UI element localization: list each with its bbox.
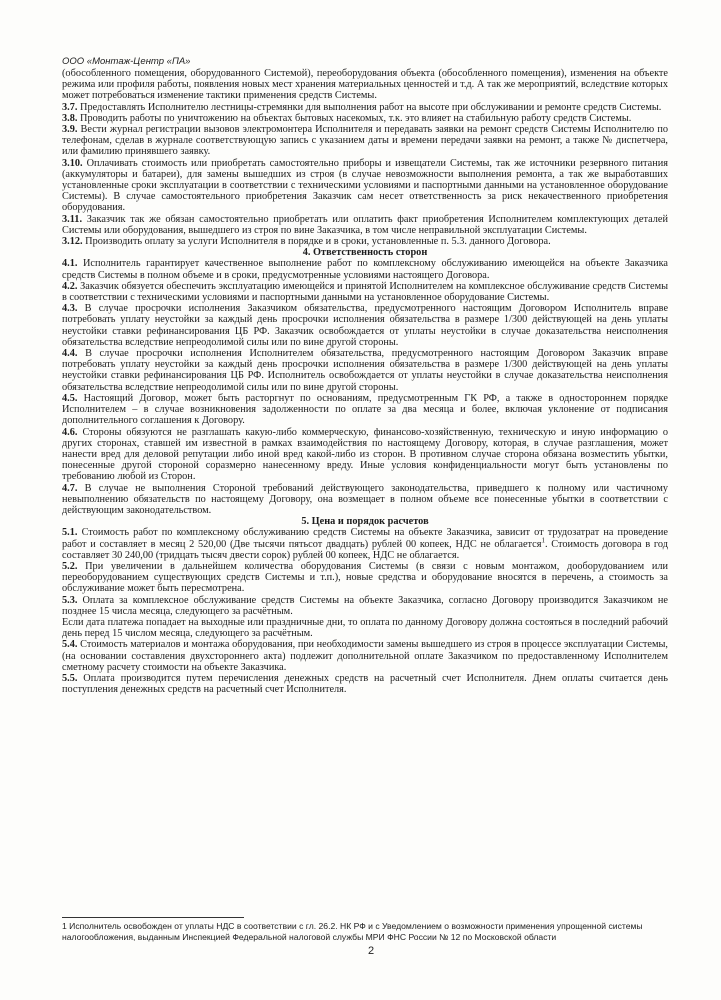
contract-body xyxy=(62,68,668,695)
paragraph-3-11: 3.11. Заказчик так же обязан самостоятельно приобретать или оплатить факт приобретения Исполнителем комплектующих деталей Системы или оборудования, вышедшего из строя по вине Заказчика, в том числе неправильной эксплуатации Системы. xyxy=(62,213,668,236)
paragraph-4-1: 4.1. Исполнитель гарантирует качественное выполнение работ по комплексному обслуживанию имеющейся на объекте Заказчика средств Системы в полном объеме и в сроки, предусмотренные условиями настоящего Договора. xyxy=(62,258,668,281)
company-header: ООО «Монтаж-Центр «ПА» xyxy=(62,56,191,67)
footnote: 1 Исполнитель освобожден от уплаты НДС в соответствии с гл. 26.2. НК РФ и с Уведомлением о возможности применения упрощенной системы налогообложения, выданным Инспекцией Федеральной налоговой службы МРИ ФНС России № 12 по Московской области xyxy=(62,921,643,942)
paragraph-5-1: 5.1. Стоимость работ по комплексному обслуживанию средств Системы на объекте Заказчика, зависит от трудозатрат на проведение работ и составляет в месяц 2 520,00 (Две тысячи пятьсот двадцать) рублей 00 копеек, НДС не облагается$^1$. Стоимость договора в год составляет 30 240,00 (тридцать тысяч двести сорок) рублей 00 копеек, НДС не облагается. xyxy=(62,527,668,561)
paragraph-4-4: 4.4. В случае просрочки исполнения Исполнителем обязательства, предусмотренного настоящим Договором Заказчик вправе потребовать уплату неустойки за каждый день просрочки исполнения обязательства в размере 1/300 действующей на день уплаты неустойки ставки рефинансирования ЦБ РФ. Исполнитель освобождается от уплаты неустойки в случае доказательства неисполнения обязательства вследствие непреодолимой силы или по вине другой стороны. xyxy=(62,348,668,393)
paragraph-4-3: 4.3. В случае просрочки исполнения Заказчиком обязательства, предусмотренного настоящим Договором Исполнитель вправе потребовать уплату неустойки за каждый день просрочки исполнения обязательства в размере 1/300 действующей на день уплаты неустойки ставки рефинансирования ЦБ РФ. Заказчик освобождается от уплаты неустойки в случае доказательства неисполнения обязательства вследствие непреодолимой силы или по вине другой стороны. xyxy=(62,303,669,348)
paragraph-4-2: 4.2. Заказчик обязуется обеспечить эксплуатацию имеющейся и принятой Исполнителем на комплексное обслуживание средств Системы в соответствии с техническими условиями и паспортными данными на установленное оборудование Системы. xyxy=(62,280,668,304)
paragraph-5-2: 5.2. При увеличении в дальнейшем количества оборудования Системы (в связи с новым монтажом, дооборудованием или переоборудованием существующих средств Системы и т.п.), новые средства и оборудование вносятся в перечень, а стоимость за обслуживание может быть пересмотрена. xyxy=(62,560,669,595)
paragraph-3-8: 3.8. Проводить работы по уничтожению на объектах бытовых насекомых, т.к. это влияет на стабильную работу средств Системы. xyxy=(62,112,632,124)
paragraph-3-9: 3.9. Вести журнал регистрации вызовов электромонтера Исполнителя и передавать заявки на ремонт средств Системы Исполнителю по телефонам, сделав в журнале соответствующую запись с указанием даты и времени передачи заявки на ремонт, а также № диспетчера, или фамилию принявшего заявку. xyxy=(62,124,668,158)
paragraph-3-12: 3.12. Производить оплату за услуги Исполнителя в порядке и в сроки, установленные п. 5.3. данного Договора. xyxy=(62,236,551,248)
paragraph-3-10: 3.10. Оплачивать стоимость или приобретать самостоятельно приборы и извещатели Системы, так же источники резервного питания (аккумуляторы и батареи), для замены вышедших из строя (в случае невозможности выполнения ремонта, а так же выработавших установленные сроки эксплуатации в соответствии с техническими условиями и паспортными данными на установленное оборудование Системы). В случае самостоятельного приобретения Заказчик сам несет ответственность за риск некачественного приобретения оборудования. xyxy=(62,157,668,214)
paragraph-5-3-cont: Если дата платежа попадает на выходные или праздничные дни, то оплата по данному Договору должна состояться в последний рабочий день перед 15 числом месяца, следующего за расчётным. xyxy=(62,616,668,640)
footnote-reference: 1 xyxy=(541,536,545,545)
footnote-divider xyxy=(62,917,244,918)
paragraph-4-7: 4.7. В случае не выполнения Стороной требований действующего законодательства, приведшего к полному или частичному невыполнению обязательств по настоящему Договору, она возмещает в полном объеме все понесенные убытки в соответствии с действующим законодательством. xyxy=(62,482,669,516)
paragraph-4-6: 4.6. Стороны обязуются не разглашать какую-либо коммерческую, финансово-хозяйственную, техническую и иную информацию о других сторонах, ставшей им известной в рамках взаимодействия по настоящему Договору, которая, в случае разглашения, может нанести вред для деловой репутации либо иной вред какой-либо из сторон. В противном случае сторона обязана возместить убытки, понесенные другой стороной соразмерно нанесенному вреду. Иные условия конфиденциальности могут быть установлены по требованию любой из Сторон. xyxy=(62,426,668,483)
section-4-heading: 4. Ответственность сторон xyxy=(302,247,428,259)
paragraph-5-4: 5.4. Стоимость материалов и монтажа оборудования, при необходимости замены вышедшего из строя в процессе эксплуатации Системы, (на основании составления двухстороннего акта) подлежит дополнительной оплате Заказчиком по предоставленному Исполнителем сметному расчету стоимости на объекте Заказчика. xyxy=(62,639,668,673)
paragraph-5-5: 5.5. Оплата производится путем перечисления денежных средств на расчетный счет Исполнителя. Днем оплаты считается день поступления денежных средств на расчетный счет Исполнителя. xyxy=(62,672,668,696)
paragraph-3-7: 3.7. Предоставлять Исполнителю лестницы-стремянки для выполнения работ на высоте при обслуживании и ремонте средств Системы. xyxy=(62,101,662,113)
paragraph-5-3: 5.3. Оплата за комплексное обслуживание средств Системы на объекте Заказчика, согласно Договору производится Заказчиком не позднее 15 числа месяца, следующего за расчётным. xyxy=(62,594,668,617)
paragraph: (обособленного помещения, оборудованного Системой), переоборудования объекта (обособленного помещения), изменения на объекте режима или профиля работы, появления новых мест хранения материальных ценностей и т.д. А так же мероприятий, вследствие которых может потребоваться изменение тактики применения средств Системы. xyxy=(62,68,668,102)
paragraph-4-5: 4.5. Настоящий Договор, может быть расторгнут по основаниям, предусмотренным ГК РФ, а также в одностороннем порядке Исполнителем – в случае возникновения задолженности по оплате за два месяца и более, включая уклонение от подписания дополнительного соглашения к Договору. xyxy=(62,392,668,427)
section-5-heading: 5. Цена и порядок расчетов xyxy=(301,516,429,528)
page-number: 2 xyxy=(368,945,375,957)
